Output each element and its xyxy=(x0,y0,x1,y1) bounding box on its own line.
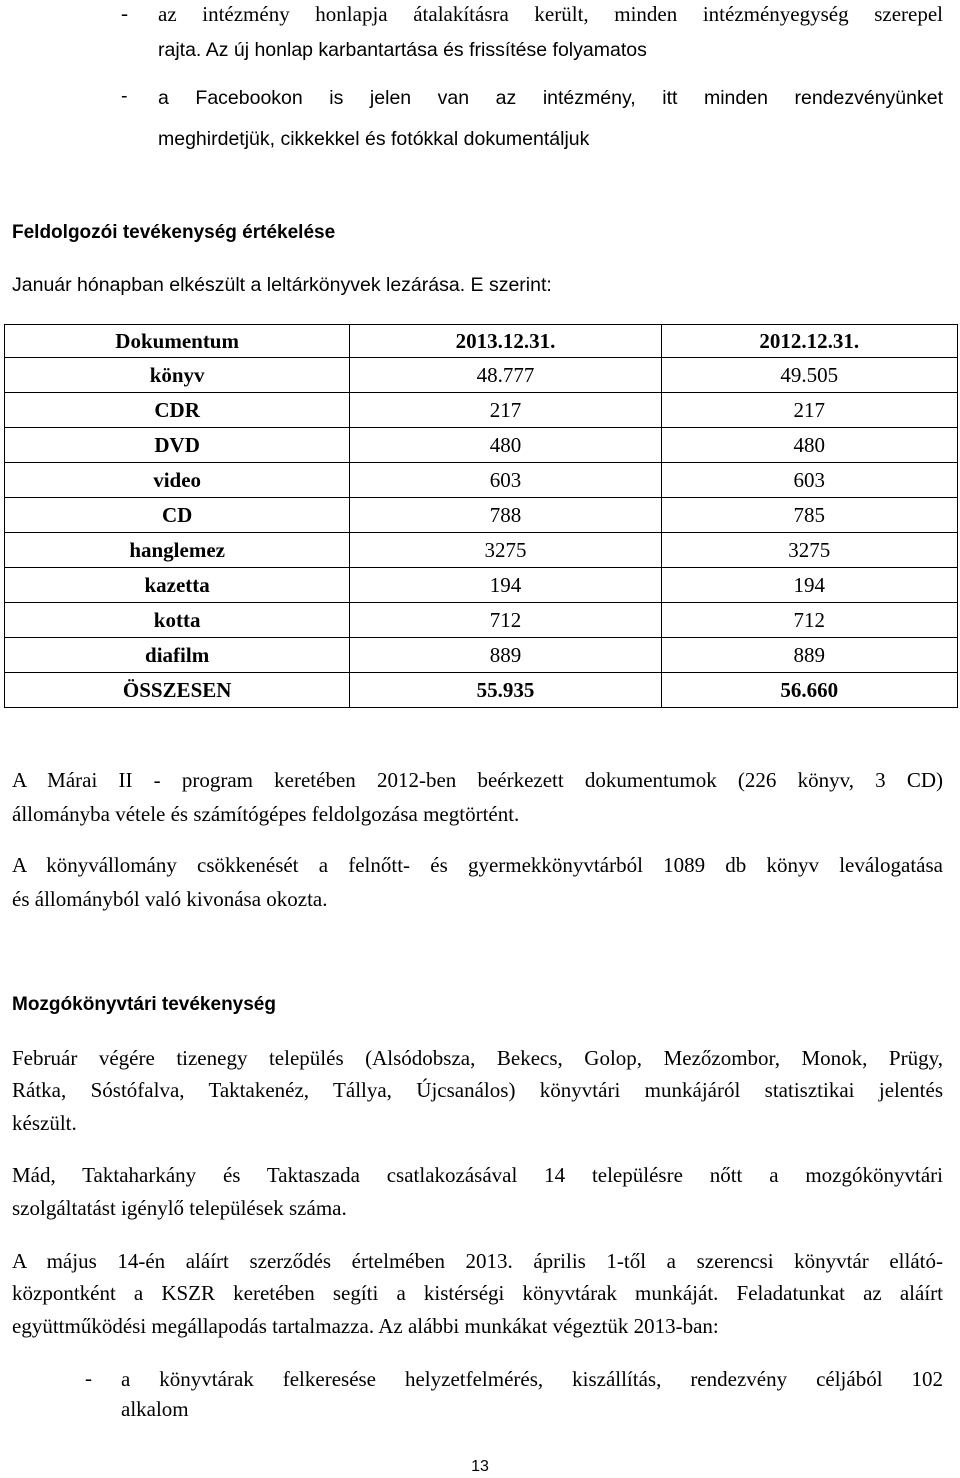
table-cell: 785 xyxy=(661,498,957,533)
inventory-table xyxy=(4,324,958,708)
table-row xyxy=(5,533,958,568)
table-cell: 712 xyxy=(661,603,957,638)
table-cell: 49.505 xyxy=(661,358,957,393)
table-row xyxy=(5,393,958,428)
table-row xyxy=(5,498,958,533)
table-cell: 603 xyxy=(661,463,957,498)
table-cell-label: CDR xyxy=(5,393,350,428)
table-cell: 3275 xyxy=(350,533,661,568)
mobile-bullet-1-line-2: alkalom xyxy=(121,1397,189,1421)
table-cell: 48.777 xyxy=(350,358,661,393)
processing-intro: Január hónapban elkészült a leltárkönyvek lezárása. E szerint: xyxy=(12,274,552,296)
mobile-paragraph-3-line-1: A május 14-én aláírt szerződés értelmében 2013. április 1-től a szerencsi könyvtár ellátó- xyxy=(12,1249,943,1273)
list-item-1-line-2: rajta. Az új honlap karbantartása és frissítése folyamatos xyxy=(158,39,647,61)
processing-paragraph-1-line-2: állományba vétele és számítógépes feldolgozása megtörtént. xyxy=(12,802,520,826)
mobile-paragraph-3-line-2: központként a KSZR keretében segíti a kistérségi könyvtárak munkáját. Feladatunkat az aláírt xyxy=(12,1281,943,1305)
processing-paragraph-2-line-1: A könyvállomány csökkenését a felnőtt- és gyermekkönyvtárból 1089 db könyv leválogatása xyxy=(12,853,943,877)
table-total-row xyxy=(5,673,958,708)
table-cell: 889 xyxy=(350,638,661,673)
table-total-cell: 56.660 xyxy=(661,673,957,708)
table-cell: 217 xyxy=(350,393,661,428)
list-dash: - xyxy=(85,1366,92,1390)
table-cell: 194 xyxy=(350,568,661,603)
list-dash: - xyxy=(121,1,128,25)
list-dash: - xyxy=(121,85,128,107)
mobile-paragraph-2-line-1: Mád, Taktaharkány és Taktaszada csatlakozásával 14 településre nőtt a mozgókönyvtári xyxy=(12,1163,943,1187)
table-cell-label: hanglemez xyxy=(5,533,350,568)
table-header-cell: Dokumentum xyxy=(5,325,350,358)
list-item-2-line-2: meghirdetjük, cikkekkel és fotókkal dokumentáljuk xyxy=(158,128,590,150)
table-cell: 712 xyxy=(350,603,661,638)
table-cell-label: kazetta xyxy=(5,568,350,603)
list-item-1-line-1: az intézmény honlapja átalakításra került, minden intézményegység szerepel xyxy=(158,2,943,26)
mobile-paragraph-2-line-2: szolgáltatást igénylő települések száma. xyxy=(12,1196,347,1220)
table-row xyxy=(5,358,958,393)
table-cell-label: diafilm xyxy=(5,638,350,673)
table-cell: 194 xyxy=(661,568,957,603)
table-header-cell: 2012.12.31. xyxy=(661,325,957,358)
mobile-bullet-1-line-1: a könyvtárak felkeresése helyzetfelmérés, kiszállítás, rendezvény céljából 102 xyxy=(121,1367,943,1391)
section-heading-processing: Feldolgozói tevékenység értékelése xyxy=(12,222,336,243)
table-cell: 603 xyxy=(350,463,661,498)
table-cell-label: kotta xyxy=(5,603,350,638)
mobile-paragraph-1-line-2: Rátka, Sóstófalva, Taktakenéz, Tállya, Újcsanálos) könyvtári munkájáról statisztikai jelentés xyxy=(12,1078,943,1102)
mobile-paragraph-1-line-3: készült. xyxy=(12,1111,77,1135)
table-cell-label: könyv xyxy=(5,358,350,393)
mobile-paragraph-3-line-3: együttműködési megállapodás tartalmazza. Az alábbi munkákat végeztük 2013-ban: xyxy=(12,1314,719,1338)
processing-paragraph-1-line-1: A Márai II - program keretében 2012-ben beérkezett dokumentumok (226 könyv, 3 CD) xyxy=(12,768,943,792)
table-cell: 889 xyxy=(661,638,957,673)
table-total-label: ÖSSZESEN xyxy=(5,673,350,708)
table-cell: 217 xyxy=(661,393,957,428)
table-cell: 788 xyxy=(350,498,661,533)
section-heading-mobile-library: Mozgókönyvtári tevékenység xyxy=(12,994,276,1015)
table-cell-label: CD xyxy=(5,498,350,533)
table-row xyxy=(5,603,958,638)
table-row xyxy=(5,428,958,463)
table-cell-label: DVD xyxy=(5,428,350,463)
table-header-row xyxy=(5,325,958,358)
table-cell: 3275 xyxy=(661,533,957,568)
table-row xyxy=(5,638,958,673)
mobile-paragraph-1-line-1: Február végére tizenegy település (Alsódobsza, Bekecs, Golop, Mezőzombor, Monok, Prügy, xyxy=(12,1046,943,1070)
table-total-cell: 55.935 xyxy=(350,673,661,708)
table-header-cell: 2013.12.31. xyxy=(350,325,661,358)
table-cell-label: video xyxy=(5,463,350,498)
processing-paragraph-2-line-2: és állományból való kivonása okozta. xyxy=(12,887,328,911)
table-row xyxy=(5,568,958,603)
table-row xyxy=(5,463,958,498)
table-cell: 480 xyxy=(661,428,957,463)
page-number: 13 xyxy=(471,1458,489,1475)
list-item-2-line-1: a Facebookon is jelen van az intézmény, itt minden rendezvényünket xyxy=(158,87,943,109)
table-cell: 480 xyxy=(350,428,661,463)
